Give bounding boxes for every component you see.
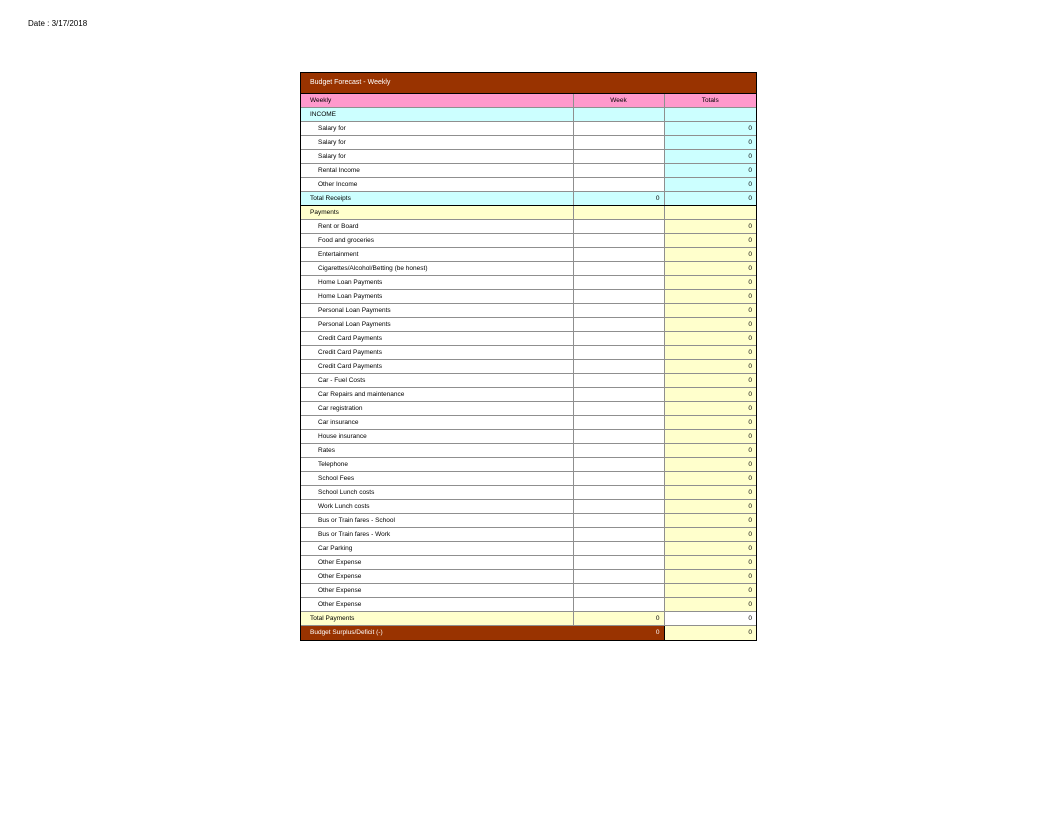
payments-item-row <box>301 528 756 542</box>
payments-item-total: 0 <box>664 304 756 318</box>
payments-item-row <box>301 388 756 402</box>
payments-section-row <box>301 206 756 220</box>
income-section-row <box>301 108 756 122</box>
payments-item-total: 0 <box>664 374 756 388</box>
payments-item-week[interactable] <box>573 402 664 416</box>
payments-item-week[interactable] <box>573 220 664 234</box>
sheet-title: Budget Forecast - Weekly <box>301 73 756 94</box>
payments-item-week[interactable] <box>573 374 664 388</box>
payments-item-total: 0 <box>664 276 756 290</box>
total-payments-total: 0 <box>664 612 756 626</box>
payments-item-row <box>301 248 756 262</box>
payments-item-total: 0 <box>664 360 756 374</box>
income-item-total: 0 <box>664 164 756 178</box>
payments-section-label: Payments <box>301 206 573 220</box>
surplus-week: 0 <box>573 626 664 641</box>
header-totals: Totals <box>664 94 756 108</box>
payments-item-week[interactable] <box>573 262 664 276</box>
payments-item-row <box>301 598 756 612</box>
payments-item-week[interactable] <box>573 318 664 332</box>
payments-item-label: Work Lunch costs <box>301 500 573 514</box>
income-section-label: INCOME <box>301 108 573 122</box>
payments-item-label: Credit Card Payments <box>301 360 573 374</box>
payments-item-week[interactable] <box>573 346 664 360</box>
budget-table <box>301 94 756 640</box>
payments-item-row <box>301 584 756 598</box>
payments-item-row <box>301 276 756 290</box>
payments-item-week[interactable] <box>573 444 664 458</box>
payments-item-row <box>301 570 756 584</box>
payments-item-week[interactable] <box>573 584 664 598</box>
payments-section-week[interactable] <box>573 206 664 220</box>
payments-item-label: Food and groceries <box>301 234 573 248</box>
income-item-row <box>301 122 756 136</box>
payments-item-week[interactable] <box>573 290 664 304</box>
income-item-week[interactable] <box>573 178 664 192</box>
payments-item-total: 0 <box>664 458 756 472</box>
payments-item-row <box>301 374 756 388</box>
total-receipts-row <box>301 192 756 206</box>
income-item-label: Salary for <box>301 150 573 164</box>
payments-item-total: 0 <box>664 584 756 598</box>
payments-item-total: 0 <box>664 542 756 556</box>
total-payments-week: 0 <box>573 612 664 626</box>
payments-item-label: Car registration <box>301 402 573 416</box>
income-item-row <box>301 150 756 164</box>
payments-item-label: Other Expense <box>301 598 573 612</box>
payments-section-total <box>664 206 756 220</box>
payments-item-total: 0 <box>664 514 756 528</box>
payments-item-label: Personal Loan Payments <box>301 304 573 318</box>
payments-item-row <box>301 220 756 234</box>
payments-item-total: 0 <box>664 318 756 332</box>
payments-item-row <box>301 262 756 276</box>
payments-item-label: Telephone <box>301 458 573 472</box>
payments-item-label: Home Loan Payments <box>301 276 573 290</box>
payments-item-week[interactable] <box>573 500 664 514</box>
payments-item-total: 0 <box>664 500 756 514</box>
income-item-label: Salary for <box>301 136 573 150</box>
total-receipts-total: 0 <box>664 192 756 206</box>
payments-item-total: 0 <box>664 486 756 500</box>
payments-item-row <box>301 346 756 360</box>
payments-item-week[interactable] <box>573 304 664 318</box>
payments-item-total: 0 <box>664 402 756 416</box>
payments-item-label: Entertainment <box>301 248 573 262</box>
payments-item-label: Car insurance <box>301 416 573 430</box>
payments-item-total: 0 <box>664 220 756 234</box>
payments-item-week[interactable] <box>573 528 664 542</box>
surplus-total: 0 <box>664 626 756 641</box>
payments-item-week[interactable] <box>573 486 664 500</box>
payments-item-row <box>301 514 756 528</box>
payments-item-total: 0 <box>664 528 756 542</box>
payments-item-label: Rates <box>301 444 573 458</box>
budget-sheet <box>300 72 757 641</box>
income-item-row <box>301 136 756 150</box>
surplus-label: Budget Surplus/Deficit (-) <box>301 626 573 641</box>
income-section-week[interactable] <box>573 108 664 122</box>
payments-item-label: Car - Fuel Costs <box>301 374 573 388</box>
payments-item-week[interactable] <box>573 598 664 612</box>
payments-item-label: Credit Card Payments <box>301 332 573 346</box>
payments-item-label: Other Expense <box>301 556 573 570</box>
header-row <box>301 94 756 108</box>
payments-item-total: 0 <box>664 262 756 276</box>
payments-item-row <box>301 304 756 318</box>
payments-item-week[interactable] <box>573 248 664 262</box>
payments-item-label: Rent or Board <box>301 220 573 234</box>
header-week: Week <box>573 94 664 108</box>
payments-item-label: Other Expense <box>301 584 573 598</box>
payments-item-row <box>301 472 756 486</box>
payments-item-week[interactable] <box>573 556 664 570</box>
payments-item-total: 0 <box>664 598 756 612</box>
payments-item-week[interactable] <box>573 360 664 374</box>
payments-item-week[interactable] <box>573 514 664 528</box>
payments-item-row <box>301 542 756 556</box>
total-payments-row <box>301 612 756 626</box>
income-item-week[interactable] <box>573 150 664 164</box>
income-item-row <box>301 178 756 192</box>
payments-item-total: 0 <box>664 388 756 402</box>
payments-item-row <box>301 402 756 416</box>
payments-item-total: 0 <box>664 472 756 486</box>
payments-item-label: Credit Card Payments <box>301 346 573 360</box>
payments-item-week[interactable] <box>573 234 664 248</box>
income-item-total: 0 <box>664 122 756 136</box>
income-item-label: Other Income <box>301 178 573 192</box>
income-item-total: 0 <box>664 150 756 164</box>
payments-item-label: School Lunch costs <box>301 486 573 500</box>
payments-item-label: Bus or Train fares - Work <box>301 528 573 542</box>
payments-item-row <box>301 318 756 332</box>
payments-item-total: 0 <box>664 290 756 304</box>
print-date: Date : 3/17/2018 <box>28 19 88 28</box>
income-item-week[interactable] <box>573 164 664 178</box>
payments-item-week[interactable] <box>573 332 664 346</box>
total-receipts-week: 0 <box>573 192 664 206</box>
payments-item-row <box>301 234 756 248</box>
payments-item-row <box>301 486 756 500</box>
income-item-total: 0 <box>664 178 756 192</box>
income-item-total: 0 <box>664 136 756 150</box>
payments-item-row <box>301 458 756 472</box>
payments-item-total: 0 <box>664 346 756 360</box>
payments-item-row <box>301 500 756 514</box>
payments-item-label: Bus or Train fares - School <box>301 514 573 528</box>
payments-item-label: Car Repairs and maintenance <box>301 388 573 402</box>
income-item-label: Salary for <box>301 122 573 136</box>
payments-item-total: 0 <box>664 430 756 444</box>
total-payments-label: Total Payments <box>301 612 573 626</box>
payments-item-week[interactable] <box>573 276 664 290</box>
payments-item-row <box>301 444 756 458</box>
income-item-week[interactable] <box>573 136 664 150</box>
payments-item-total: 0 <box>664 332 756 346</box>
payments-item-total: 0 <box>664 556 756 570</box>
income-section-total <box>664 108 756 122</box>
payments-item-total: 0 <box>664 416 756 430</box>
payments-item-label: Other Expense <box>301 570 573 584</box>
payments-item-label: Personal Loan Payments <box>301 318 573 332</box>
payments-item-week[interactable] <box>573 430 664 444</box>
total-receipts-label: Total Receipts <box>301 192 573 206</box>
payments-item-row <box>301 290 756 304</box>
payments-item-label: Home Loan Payments <box>301 290 573 304</box>
payments-item-week[interactable] <box>573 542 664 556</box>
payments-item-label: House insurance <box>301 430 573 444</box>
payments-item-row <box>301 556 756 570</box>
payments-item-row <box>301 430 756 444</box>
payments-item-total: 0 <box>664 248 756 262</box>
payments-item-total: 0 <box>664 234 756 248</box>
payments-item-row <box>301 332 756 346</box>
income-item-week[interactable] <box>573 122 664 136</box>
income-item-row <box>301 164 756 178</box>
payments-item-week[interactable] <box>573 472 664 486</box>
payments-item-week[interactable] <box>573 416 664 430</box>
payments-item-total: 0 <box>664 444 756 458</box>
payments-item-label: School Fees <box>301 472 573 486</box>
payments-item-week[interactable] <box>573 388 664 402</box>
surplus-row <box>301 626 756 641</box>
payments-item-label: Cigarettes/Alcohol/Betting (be honest) <box>301 262 573 276</box>
payments-item-week[interactable] <box>573 570 664 584</box>
payments-item-row <box>301 416 756 430</box>
payments-item-row <box>301 360 756 374</box>
payments-item-week[interactable] <box>573 458 664 472</box>
income-item-label: Rental Income <box>301 164 573 178</box>
payments-item-total: 0 <box>664 570 756 584</box>
header-label: Weekly <box>301 94 573 108</box>
payments-item-label: Car Parking <box>301 542 573 556</box>
